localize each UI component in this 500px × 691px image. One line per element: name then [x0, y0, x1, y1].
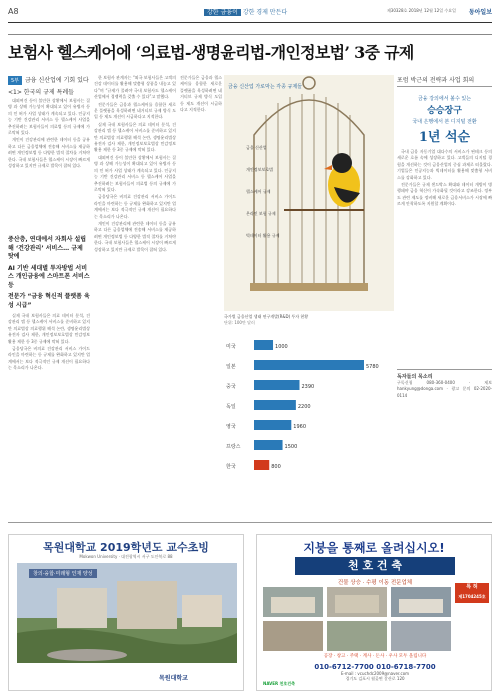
- article-body-4: 전문가들은 금융과 헬스케어를 융합한 새로운 플랫폼을 육성하려면 네거티브 규제 방식 도입 등 제도 개선이 시급하다고 지적한다.: [180, 75, 222, 113]
- fig-label-4: 온라인 보험 규제: [246, 211, 276, 216]
- subheading-2: AI 기반 세대별 투자방법 서비스 개인금융에 스마트폰 서비스 등: [8, 264, 90, 289]
- bar: [254, 380, 299, 390]
- para-3: 실제 국내 보험사들은 의료 데이터 분석, 건강관리 앱 등 헬스케어 서비스를 준비하고 있지만 의료법상 의료행위 해석 논란, 생명윤리법상 유전자 검사 제한, 개인정보보호법상 민감정보 활용 제한 등 3중 규제에 막혀 있다.: [8, 313, 90, 344]
- university-ad-title: 목원대학교 2019학년도 교수초빙: [43, 541, 209, 554]
- bar-label: 미국: [226, 344, 236, 350]
- article-body-1: [8, 98, 90, 233]
- construction-company-name: 천 호 건 축: [295, 557, 455, 575]
- university-ad[interactable]: [8, 534, 244, 691]
- fig-label-3: 헬스케어 규제: [246, 189, 271, 194]
- bar-value: 1500: [284, 444, 298, 450]
- para-2-cont: 개인이 건강관리에 관련한 데이터 등을 공유하고 다른 금융업체에 전송해 서비스를 제공하려면 개인정보법 등 다양한 법적 절차를 거쳐야 한다. 국내 보험사들은 헬스케어 시장이 빠르게 성장하고 있지만 규제로 발목이 잡혀 있다.: [94, 220, 176, 252]
- figure-title: 금융 신산업 가로막는 각종 규제들: [228, 84, 302, 90]
- university-ad-caption: 창의·융합·미래형 인재 양성: [29, 569, 97, 578]
- article-headline: 보험사 헬스케어에 ‘의료법-생명윤리법-개인정보법’ 3중 규제: [8, 43, 414, 62]
- bar-value: 2200: [297, 404, 311, 410]
- bar-chart: [224, 314, 394, 502]
- bar-chart-unit: 단위: 100만 달러: [224, 320, 255, 325]
- sidebar-headline-1: 승승장구: [427, 106, 462, 116]
- construction-contact: [263, 663, 487, 689]
- article-column-2: [94, 75, 176, 515]
- subheading-3: 전문가 “금융 혁신적 플랫폼 육성 시급”: [8, 293, 90, 309]
- sidebar-para-2: 전문가들은 규제 샌드박스 확대와 데이터 개방이 병행돼야 금융 혁신이 가속화될 것이라고 강조한다. 정부도 관련 제도를 정비해 새로운 금융서비스가 시장에 빠르게 안착하도록 지원할 계획이다.: [397, 182, 492, 207]
- patent-number: 제1704245호: [458, 594, 486, 599]
- subhead: <1> 한국의 규제 특례들: [8, 89, 74, 96]
- contact-title: 독자들의 목소리: [397, 369, 492, 380]
- bar-value: 1000: [275, 344, 288, 350]
- bar-label: 독일: [226, 404, 236, 410]
- bar: [254, 360, 364, 370]
- bar: [254, 440, 283, 450]
- sidebar-headline-2: 1년 석순: [418, 130, 471, 145]
- bar-value: 1960: [293, 424, 307, 430]
- bar: [254, 340, 273, 350]
- bar-label: 일본: [226, 364, 236, 370]
- slogan-text: 강한 경제 만든다: [242, 9, 288, 16]
- phone-numbers[interactable]: 010-6712-7700 010-6718-7700: [314, 663, 436, 671]
- university-ad-subtitle: Mokwon University · 대전광역시 서구 도안북로 88: [79, 554, 173, 559]
- bar-label: 영국: [226, 424, 236, 430]
- sidebar-body: [397, 149, 492, 349]
- bar-chart-title: 국가별 금융산업 생태 연구개발(R&D) 투자 현황: [224, 314, 309, 319]
- thin-rule: [8, 34, 492, 35]
- para-1-cont: 대외여건 등이 불안한 상황에서 보험사는 질병 과 상해 가능성이 확대되고 있어 유병자 등의 인 허가 사업 상태가 계속되고 있다. 인공지능 기반 건강관리 서비스 등 헬스케어 사업을 추진하려는 보험사들이 의료법 등의 규제에 가로막혀 있다.: [94, 154, 176, 192]
- para-4-cont: 금융당국은 비의료 건강관리 서비스 가이드라인을 마련하는 등 규제를 완화하고 있지만 업계에서는 보다 적극적인 규제 개선이 필요하다는 목소리가 나온다.: [94, 194, 176, 219]
- construction-banner: 공장 · 창고 · 주택 · 계사 · 돈사 · 우사 모두 올립니다: [323, 654, 427, 659]
- fig-label-2: 개인정보보호법: [246, 167, 274, 172]
- construction-tagline: 건물 상승 · 수평 이동 전문업체: [337, 580, 413, 586]
- company-address: 경기도 김포시 월곶면 갈산로 120: [345, 676, 405, 681]
- bar-label: 중국: [226, 384, 236, 390]
- bar-label: 한국: [226, 464, 236, 470]
- article-column-1: [8, 75, 90, 515]
- sidebar-para-1: 국내 금융 자동기업 대다수의 서비스가 핀테크 등의 새로운 흐름 속에 성장하고 있다. 고객들의 디지털 경험을 개선하는 것이 금융산업의 중심 과제로 떠올랐다. 기업들은 인공지능과 빅데이터를 활용해 맞춤형 서비스를 강화하고 있다.: [397, 149, 492, 180]
- para-3-cont: 실제 국내 보험사들은 의료 데이터 분석, 건강관리 앱 등 헬스케어 서비스를 준비하고 있지만 의료법상 의료행위 해석 논란, 생명윤리법상 유전자 검사 제한, 개인정보보호법상 민감정보 활용 제한 등 3중 규제에 막혀 있다.: [94, 121, 176, 153]
- bar: [254, 400, 296, 410]
- paper-name: 동아일보: [468, 9, 492, 16]
- birdcage-illustration: [224, 75, 394, 311]
- bar: [254, 420, 291, 430]
- kicker-text: 금융 신산업에 기회 있다: [25, 77, 89, 84]
- sidebar-column: [397, 75, 492, 505]
- email-address[interactable]: E-mail : vcuchdc2009@naver.com: [340, 671, 410, 676]
- page-number: A8: [8, 7, 19, 16]
- university-logo: 목원대학교: [159, 675, 188, 682]
- construction-ad[interactable]: [256, 534, 492, 691]
- patent-badge: [455, 583, 489, 603]
- article-body-2: [8, 313, 90, 483]
- bar-value: 5780: [366, 364, 379, 370]
- para-4: 금융당국은 비의료 건강관리 서비스 가이드라인을 마련하는 등 규제를 완화하고 있지만 업계에서는 보다 적극적인 규제 개선이 필요하다는 목소리가 나온다.: [8, 346, 90, 371]
- para-6: 전문가들은 금융과 헬스케어를 융합한 새로운 플랫폼을 육성하려면 네거티브 규제 방식 도입 등 제도 개선이 시급하다고 지적한다.: [94, 101, 176, 120]
- kicker-tag: 5부: [8, 76, 22, 85]
- top-rule: [8, 22, 492, 23]
- construction-photos: [263, 587, 453, 651]
- sidebar-question-2: 국내 은행에서 본 디지털 전환: [412, 119, 477, 125]
- para-5: 한 보험사 관계자는 “외국 보험사들은 고객의 건강 데이터를 활용해 맞춤형 상품을 내놓고 있다”며 “규제가 풀려야 국내 보험사도 헬스케어 산업에서 경쟁력을 갖출 수 있다”고 말했다.: [94, 75, 176, 100]
- contact-text: 구독신청 080-360-0400 · 제보 hankyung@donga.com · 광고 문의 02-2020-0114: [397, 380, 492, 398]
- construction-ad-title: 지붕을 통째로 올려십시오!: [303, 541, 445, 555]
- para-2: 개인이 건강관리에 관련한 데이터 등을 공유하고 다른 금융업체에 전송해 서비스를 제공하려면 개인정보법 등 다양한 법적 절차를 거쳐야 한다. 국내 보험사들은 헬스케어 시장이 빠르게 성장하고 있지만 규제로 발목이 잡혀 있다.: [8, 137, 90, 169]
- slogan-tag: 강한 금융이: [204, 9, 241, 16]
- issue-date: 제30328호 2018년 12월 12일 수요일: [386, 8, 456, 13]
- para-1: 대외여건 등이 불안한 상황에서 보험사는 질병 과 상해 가능성이 확대되고 있어 유병자 등의 인 허가 사업 상태가 계속되고 있다. 인공지능 기반 건강관리 서비스 등 헬스케어 사업을 추진하려는 보험사들이 의료법 등의 규제에 가로막혀 있다.: [8, 98, 90, 136]
- bar-label: 프랑스: [226, 444, 241, 450]
- campus-photo: [17, 563, 237, 663]
- kicker: [8, 75, 90, 85]
- bar-chart-svg: [224, 326, 394, 496]
- subheading-1: 중산층, 연대에서 자회사 설립해 ‘건강관리’ 서비스… 규제 탓에: [8, 236, 87, 260]
- naver-label[interactable]: NAVER 천호건축: [263, 681, 295, 686]
- bar: [254, 460, 269, 470]
- bar-value: 2390: [301, 384, 315, 390]
- fig-label-5: 빅데이터 활용 규제: [246, 233, 280, 238]
- bar-value: 800: [271, 464, 281, 470]
- sidebar-question-1: 금융 강의에서 볼수 있는: [417, 96, 472, 102]
- patent-label: 특 허: [466, 584, 478, 590]
- page-header: [8, 6, 492, 20]
- article-body-3: [94, 75, 176, 505]
- sidebar-title: 포럼 박근의 전략과 사업 회의: [397, 75, 492, 87]
- section-slogan: [204, 7, 287, 16]
- fig-label-1: 금융 신산업: [246, 145, 267, 150]
- ad-divider: [8, 522, 492, 523]
